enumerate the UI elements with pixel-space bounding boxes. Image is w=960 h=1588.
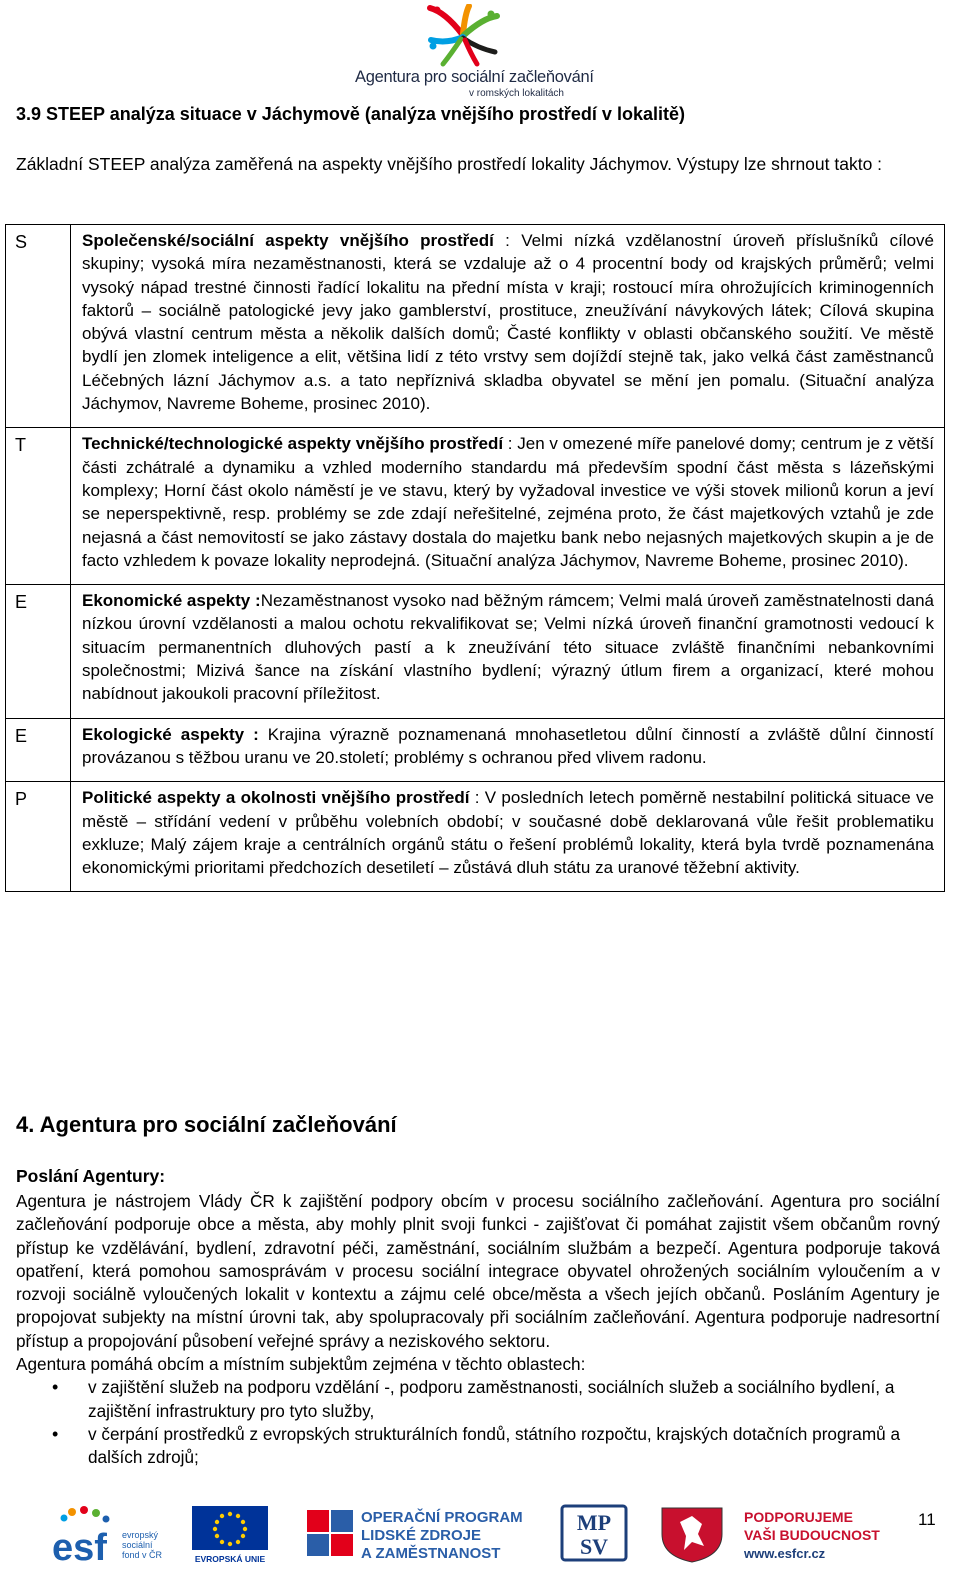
steep-text [71,782,945,892]
list-item [88,1376,940,1423]
op-symbol-icon [307,1510,353,1556]
svg-text:esf: esf [52,1527,107,1564]
steep-letter: S [6,225,71,428]
steep-text [71,428,945,585]
chapter-title: 4. Agentura pro sociální začleňování [16,1112,397,1137]
support-line-2: VAŠI BUDOUCNOST [744,1527,880,1543]
eu-flag-logo [190,1504,272,1564]
czech-coat-of-arms-logo [658,1504,728,1564]
steep-letter: P [6,782,71,892]
steep-heading: Společenské/sociální aspekty vnějšího prostředí [82,231,494,250]
steep-text [71,585,945,718]
esf-text: evropský sociální fond v ČR [122,1530,163,1560]
steep-row-p [6,782,945,892]
steep-heading: Ekologické aspekty : [82,724,259,744]
page-number: 11 [918,1510,936,1529]
svg-text:MP: MP [576,1510,612,1535]
steep-body: Nezaměstnanost vysoko nad běžným rámcem; Velmi malá úroveň zaměstnatelnosti daná nízkou úrovní vzdělanosti a malou ochotu rekvalifikovat se; Velmi nízká úroveň finanční gramotnosti vedoucí k situacím permanentních dluhových pastí a k zneužívání této situace zvláště finančními nebankovními společnostmi; Mizivá šance na získání vlastního bydlení; výrazný útlum firem a organizací, které mohou nabídnout jakoukoli pracovní příležitost. [82,591,934,704]
section-title: 3.9 STEEP analýza situace v Jáchymově (analýza vnějšího prostředí v lokalitě) [16,104,685,124]
svg-text:OPERAČNÍ PROGRAM LIDSKÉ ZD [361,1508,527,1562]
mpsv-logo [560,1504,630,1564]
list-item-text: • v zajištění služeb na podporu vzdělání -, podporu zaměstnanosti, sociálních služeb a sociálního bydlení, a zajištění infrastruktury pro tyto služby, [88,1377,895,1421]
steep-body: : V posledních letech poměrně nestabilní politická situace ve městě – střídání vedení v průběhu volebních období; v současné době deklarovaná vůle řešit problematiku exkluze; Malý zájem kraje a centrálních orgánů státu o řešení problémů lokality, která byla tvrdě poznamenána ekonomickými prioritami předchozích desetiletí – zůstává dluh státu za uranové těžební aktivity. [82,788,934,878]
steep-row-s [6,225,945,428]
list-item-text: • v čerpání prostředků z evropských strukturálních fondů, státního rozpočtu, krajských dotačních programů a dalších zdrojů; [88,1423,901,1468]
op-line-2: LIDSKÉ ZDROJE [361,1527,482,1544]
svg-text:PODPORUJEME VAŠI BUDOUCNOS [744,1509,880,1543]
op-line-3: A ZAMĚSTNANOST [361,1545,501,1562]
url-text: www.esfcr.cz [744,1546,826,1561]
mission-body [16,1190,940,1470]
op-lzz-logo [305,1504,540,1564]
support-future-logo [740,1504,905,1564]
esf-logo [50,1504,185,1564]
steep-body: : Velmi nízká vzdělanostní úroveň příslušníků cílové skupiny; vysoká míra nezaměstnanosti, která se vzdaluje až o 4 procentní body od krajských průměrů; velmi vysoký nápad trestné činnosti řadící lokalitu na přední místa v kraji; rostoucí míra ohrožujících kriminogenních faktorů – sociálně patologické jevy jako gamblerství, prostituce, zneužívání návykových látek; Cílová skupina obývá vlastní centrum města a několik dalších domů; Časté konflikty v oblasti občanského soužití. Ve městě bydlí jen zlomek inteligence a elit, většina lidí z této vrstvy sem dojíždí stejně tak, jako velká část zaměstnanců Léčebných lázní Jáchymov a.s. a tato nepříznivá skladba obyvatel se mění jen pomalu. (Situační analýza Jáchymov, Navreme Boheme, prosinec 2010). [82,231,934,414]
mission-label: Poslání Agentury: [16,1166,166,1186]
logo-title: Agentura pro sociální začleňování [355,68,594,86]
svg-text:SV: SV [579,1534,609,1559]
steep-heading: Technické/technologické aspekty vnějšího prostředí [82,434,504,454]
logo-subtitle: v romských lokalitách [468,88,564,99]
steep-heading: Ekonomické aspekty : [82,591,261,611]
op-line-1: OPERAČNÍ PROGRAM [361,1509,523,1526]
steep-letter: T [6,428,71,585]
steep-row-e2 [6,718,945,782]
colorful-star-figures-icon [425,4,500,68]
eu-text: EVROPSKÁ UNIE [194,1554,266,1564]
steep-table [5,224,945,892]
section-intro: Základní STEEP analýza zaměřená na aspekty vnějšího prostředí lokality Jáchymov. Výstupy lze shrnout takto : [16,154,883,174]
esf-figures-icon [61,1506,110,1523]
areas-intro: Agentura pomáhá obcím a místním subjektům zejména v těchto oblastech: [16,1354,586,1375]
steep-row-e1 [6,585,945,718]
mission-text: Agentura je nástrojem Vlády ČR k zajištění podpory obcím v procesu sociálního začleňování. Agentura pro sociální začleňování podporuje obce a města, aby mohly plnit svoji funkci - zajišťovat či pomáhat zajistit všem občanům rovný přístup ke vzdělávání, bydlení, zdravotní péči, zaměstnání, sociálním službám a bezpečí. Agentura podporuje taková opatření, která pomohou samosprávám v procesu sociální integrace obyvatel ohrožených sociálním vyloučením a v rozvoji sociálně vyloučených lokalit v kontextu a zájmu celé obce/města a všech jejích občanů. Posláním Agentury je propojovat subjekty na místní úrovni tak, aby spolupracovaly při sociálním začleňování. Agentura podporuje nadresortní přístup a propojování působení veřejné správy a neziskového sektoru. [16,1191,940,1351]
areas-list [16,1376,940,1469]
steep-heading: Politické aspekty a okolnosti vnějšího prostředí [82,788,470,808]
list-item [88,1423,940,1470]
steep-text [71,225,945,428]
steep-letter: E [6,718,71,782]
steep-text [71,718,945,782]
support-line-1: PODPORUJEME [744,1509,853,1525]
agency-logo [355,4,594,102]
steep-row-t [6,428,945,585]
steep-body: : Jen v omezené míře panelové domy; centrum je z větší části zchátralé a dynamiku a vzhled moderního standardu má především spodní část města s lázeňskými komplexy; Horní část okolo náměstí je ve stavu, který by vyžadoval investice ve výši stovek milionů korun a jeví se neperspektivně, resp. problémy se zde zdají neřešitelné, zejména proto, že část majetkových vztahů je zde nejasná a část nemovitostí se jako zástavy dostala do majetku bank nebo nejasných majetkových skupin a je de facto vzhledem k povaze lokality neprodejná. (Situační analýza Jáchymov, Navreme Boheme, prosinec 2010). [82,434,934,570]
steep-body: Krajina výrazně poznamenaná mnohasetletou důlní činností a zvláště důlní činností provázanou s těžbou uranu ve 20.století; problémy s ochranou před vlivem radonu. [82,724,934,767]
steep-letter: E [6,585,71,718]
